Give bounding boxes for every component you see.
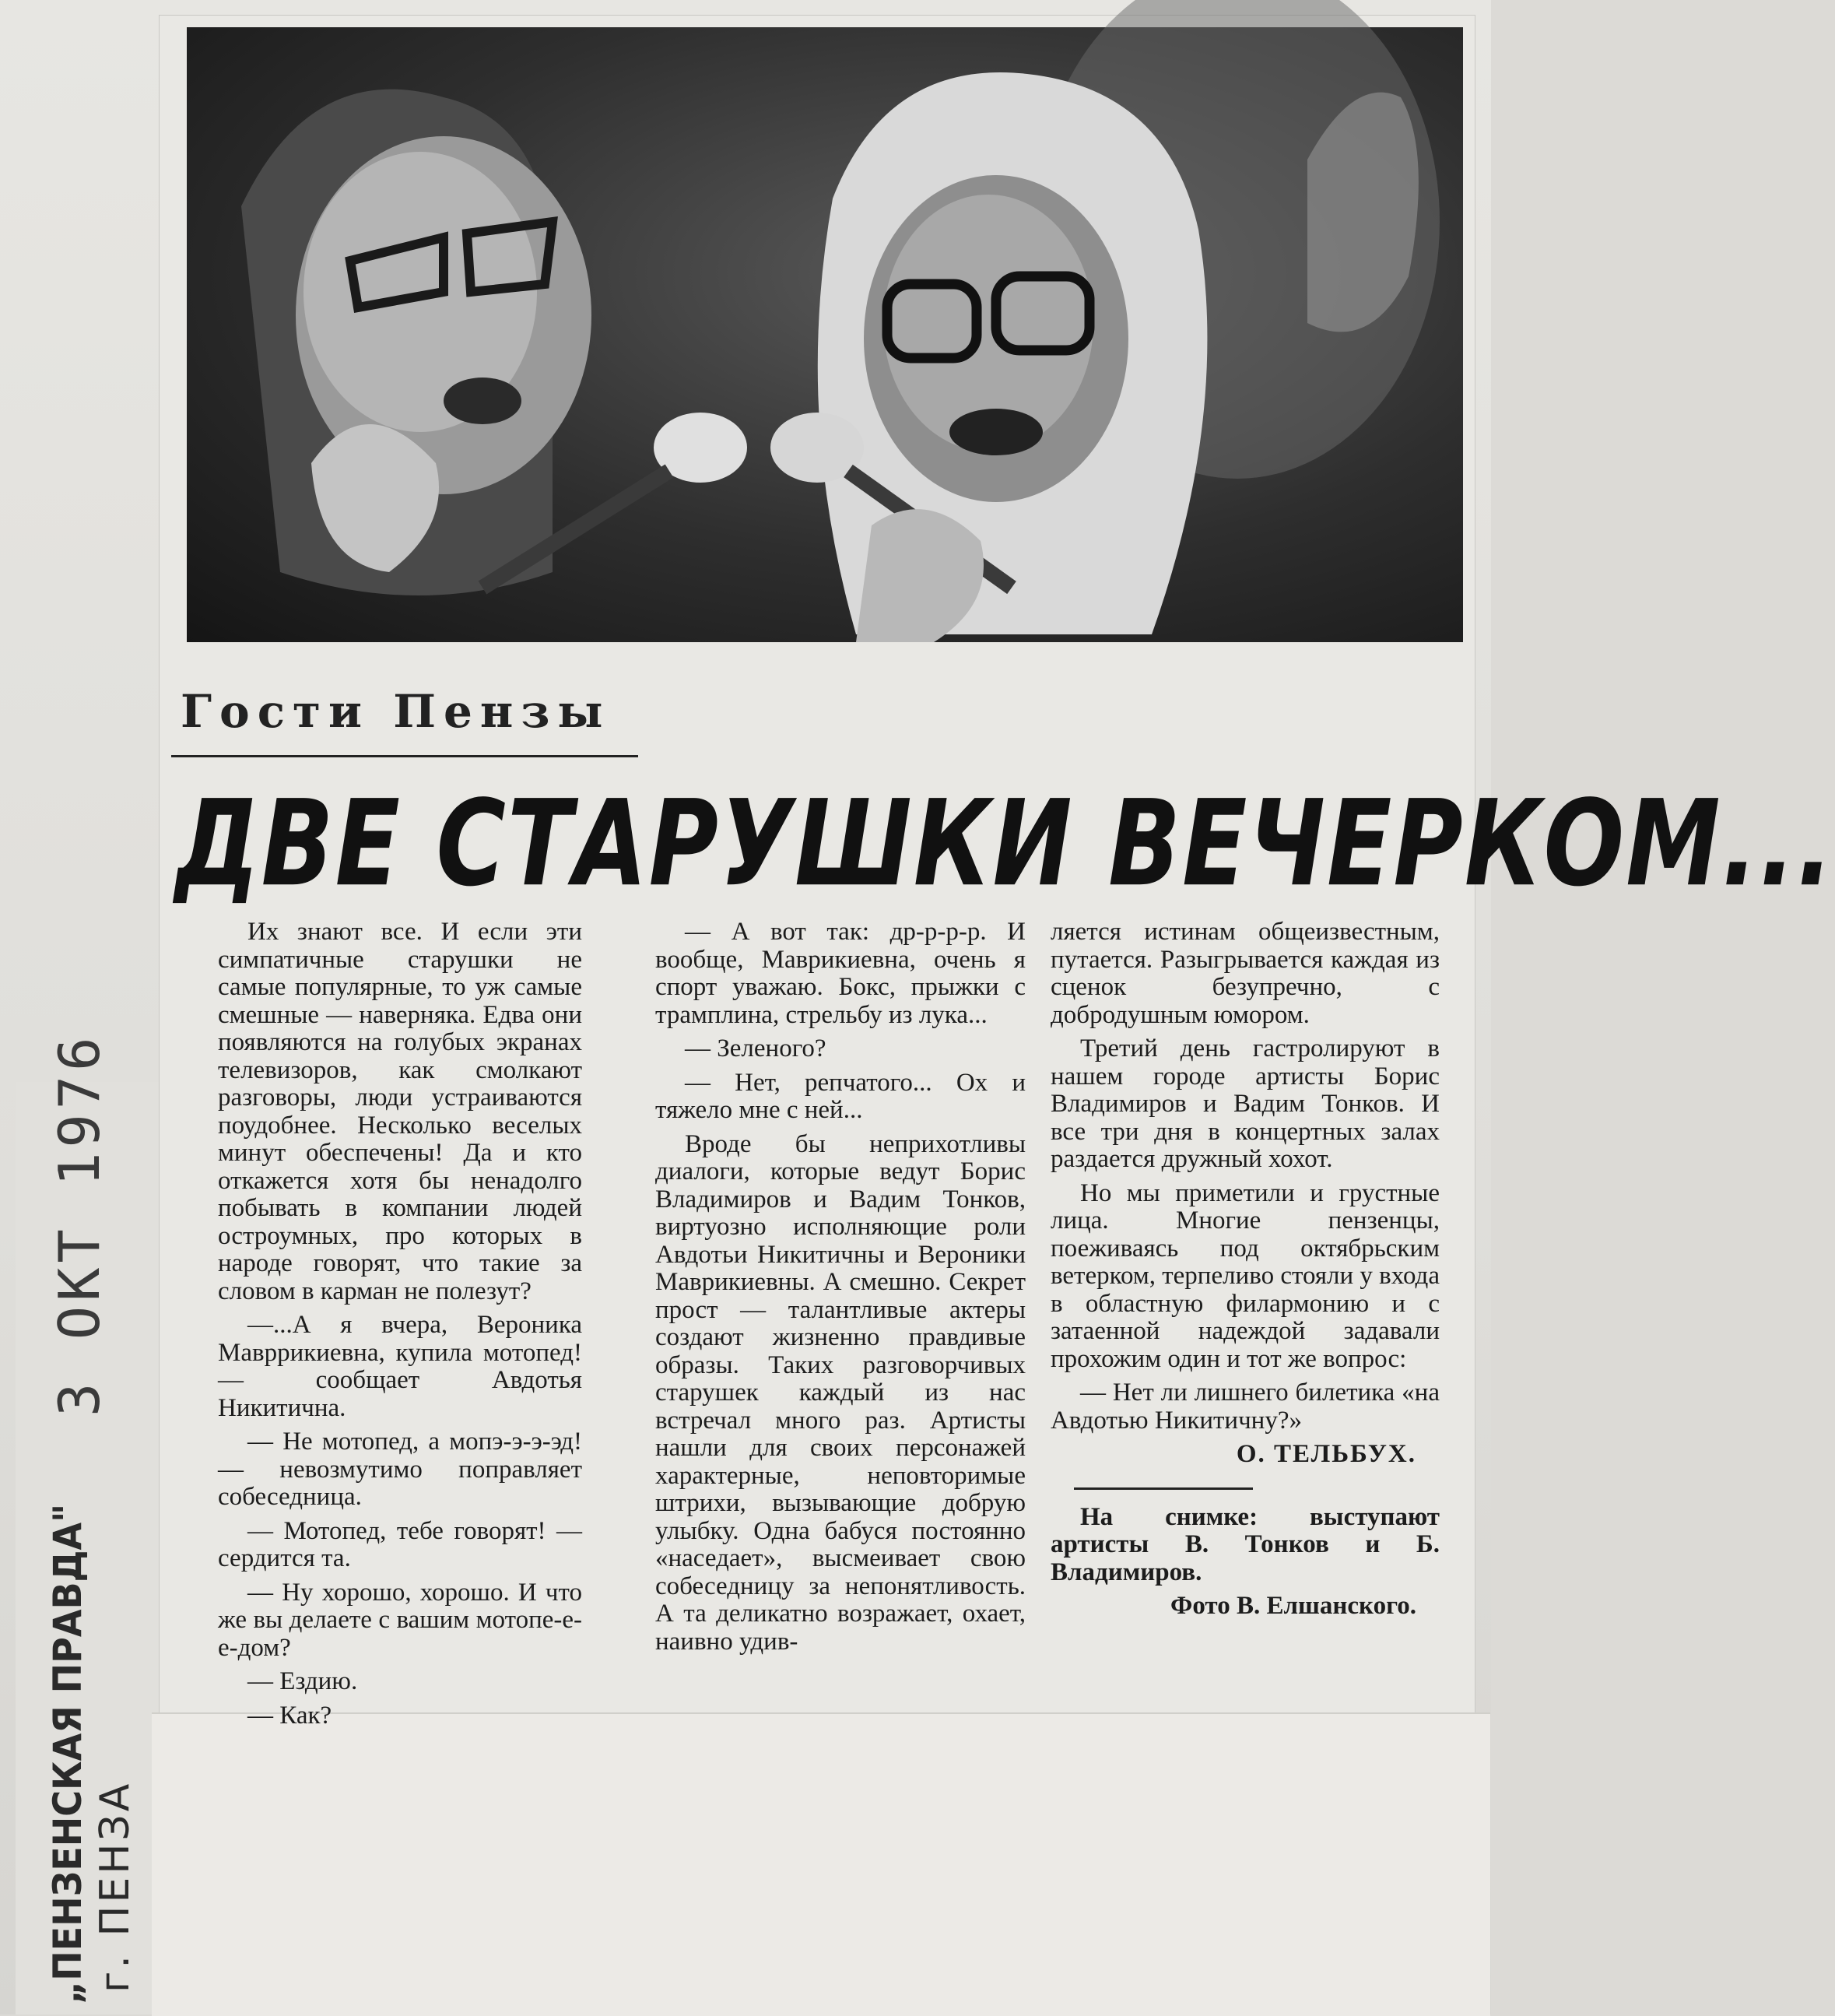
paragraph: — Ездию.: [247, 1667, 358, 1695]
paragraph: — Мотопед, тебе говорят! — сердится та.: [218, 1516, 582, 1572]
paragraph: —...А я вчера, Вероника Мавррикиевна, купила мотопед! — сообщает Авдотья Никитична.: [218, 1311, 582, 1422]
performers-photo: [187, 27, 1463, 642]
paragraph: Но мы приметили и грустные лица. Многие пензенцы, поеживаясь под октябрьским ветерком, терпеливо стояли у входа в областную филармонию и с затаенной надеждой задавали прохожим один и тот же вопрос:: [1051, 1178, 1440, 1373]
paragraph: Их знают все. И если эти симпатичные старушки не самые популярные, то уж самые смешные — наверняка. Едва они появляются на голубых экранах телевизоров, как смолкают разговоры, люди устраиваются поудобнее. Несколько веселых минут обеспечены! Да и кто откажется хотя бы ненадолго побывать в компании людей остроумных, про которых в народе говорят, что такие за словом в карман не полезут?: [218, 918, 582, 1305]
paragraph: — Не мотопед, а мопэ-э-э-эд! — невозмутимо поправляет собеседница.: [218, 1428, 582, 1511]
paragraph: — Нет, репчатого... Ох и тяжело мне с ней...: [655, 1068, 1026, 1124]
rubric-divider: [171, 755, 638, 757]
photo-illustration: [187, 27, 1463, 642]
paragraph: — Ну хорошо, хорошо. И что же вы делаете с вашим мотопе-е-е-дом?: [218, 1578, 582, 1662]
paragraph: — Как?: [247, 1701, 332, 1730]
paragraph: Вроде бы неприхотливы диалоги, которые ведут Борис Владимиров и Вадим Тонков, виртуозно исполняющие роли Авдотьи Никитичны и Вероники Маврикиевны. А смешно. Секрет прост — талантливые актеры создают жизненно правдивые образы. Таких разговорчивых старушек каждый из нас встречал много раз. Артисты нашли для своих персонажей характерные, неповторимые штрихи, вызывающие добрую улыбку. Одна бабуся постоянно «наседает», высмеивает свою собеседницу за непонятливость. А та деликатно возражает, охает, наивно удив-: [655, 1129, 1026, 1656]
article-column-2: [655, 918, 1026, 1656]
author-byline: О. ТЕЛЬБУХ.: [1236, 1440, 1416, 1468]
paragraph: — Зеленого?: [685, 1034, 826, 1062]
paragraph: — Нет ли лишнего билетика «на Авдотью Никитичну?»: [1051, 1379, 1440, 1435]
section-rubric: Гости Пензы: [181, 685, 611, 738]
article-column-3: [1051, 918, 1440, 1621]
paragraph: — А вот так: др-р-р-р. И вообще, Маврикиевна, очень я спорт уважаю. Бокс, прыжки с трамплина, стрельбу из лука...: [655, 918, 1026, 1029]
article-column-1: [218, 918, 582, 1730]
date-stamp: 3 ОКТ 1976: [47, 1032, 112, 1417]
caption-divider: [1074, 1487, 1253, 1490]
article-headline: ДВЕ СТАРУШКИ ВЕЧЕРКОМ...: [175, 774, 1835, 913]
newspaper-stamp: „ПЕНЗЕНСКАЯ ПРАВДА": [45, 1503, 90, 2004]
paragraph: ляется истинам общеизвестным, путается. Разыгрывается каждая из сценок безупречно, с добродушным юмором.: [1051, 918, 1440, 1029]
city-stamp: г. ПЕНЗА: [92, 1780, 139, 1993]
photo-caption: На снимке: выступают артисты В. Тонков и Б. Владимиров.: [1051, 1502, 1440, 1586]
backing-paper: [152, 1712, 1490, 2016]
photo-credit: Фото В. Елшанского.: [1170, 1592, 1416, 1620]
paragraph: Третий день гастролируют в нашем городе артисты Борис Владимиров и Вадим Тонков. И все три дня в концертных залах раздается дружный хохот.: [1051, 1034, 1440, 1173]
